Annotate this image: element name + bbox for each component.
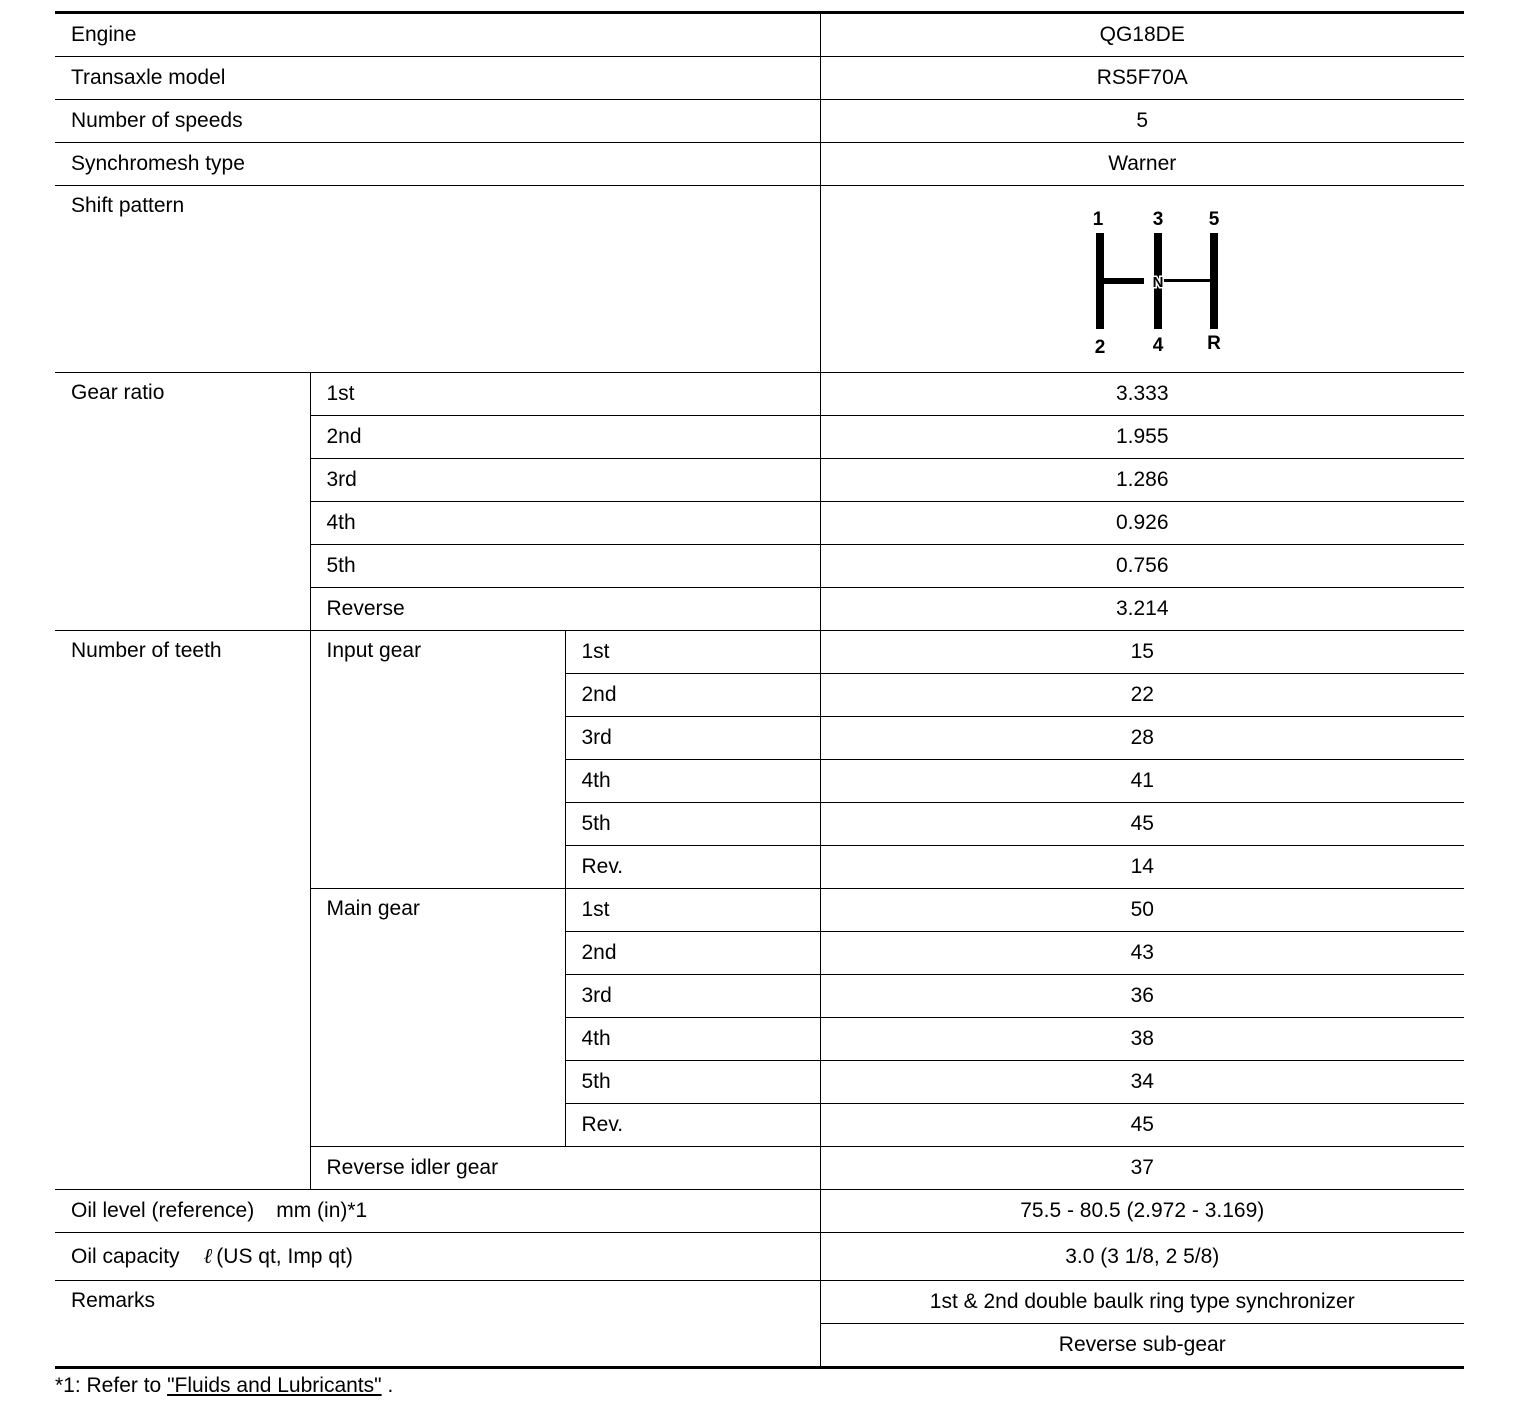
input-gear-teeth: 45: [820, 803, 1464, 846]
row-oil-capacity: [55, 1233, 1464, 1281]
synchro-label: Synchromesh type: [55, 143, 820, 186]
gear-label-4: 4: [1152, 335, 1164, 356]
row-teeth-input-1: [55, 631, 1464, 674]
engine-label: Engine: [55, 13, 820, 57]
input-gear-teeth: 28: [820, 717, 1464, 760]
oil-level-unit: mm (in)*1: [276, 1199, 368, 1223]
remarks-label: Remarks: [55, 1281, 820, 1368]
footnote-prefix: *1: Refer to: [55, 1374, 162, 1397]
gear-label-1: 1: [1092, 209, 1104, 230]
remarks-value: Reverse sub-gear: [820, 1324, 1464, 1368]
input-gear-speed: 1st: [565, 631, 820, 674]
oil-level-label: Oil level (reference): [71, 1199, 255, 1223]
main-gear-teeth: 50: [820, 889, 1464, 932]
main-gear-teeth: 43: [820, 932, 1464, 975]
main-gear-teeth: 36: [820, 975, 1464, 1018]
footnote: [55, 1374, 393, 1398]
input-gear-speed: 2nd: [565, 674, 820, 717]
shift-label: Shift pattern: [55, 186, 820, 373]
gear-ratio-gear: 2nd: [310, 416, 820, 459]
shift-crossbar-right: [1162, 279, 1210, 282]
gear-ratio-label: Gear ratio: [55, 373, 310, 631]
gear-label-5: 5: [1208, 209, 1220, 230]
transaxle-label: Transaxle model: [55, 57, 820, 100]
main-gear-speed: Rev.: [565, 1104, 820, 1147]
input-gear-speed: 4th: [565, 760, 820, 803]
oil-capacity-label: Oil capacity: [71, 1244, 180, 1268]
liter-symbol: ℓ: [203, 1243, 213, 1268]
main-gear-speed: 3rd: [565, 975, 820, 1018]
row-engine: [55, 13, 1464, 57]
oil-capacity-label-cell: [55, 1233, 820, 1281]
gear-ratio-gear: 1st: [310, 373, 820, 416]
fluids-lubricants-link[interactable]: "Fluids and Lubricants": [167, 1374, 382, 1397]
input-gear-teeth: 22: [820, 674, 1464, 717]
gear-label-r: R: [1207, 333, 1222, 354]
reverse-idler-label: Reverse idler gear: [310, 1147, 820, 1190]
transaxle-value: RS5F70A: [820, 57, 1464, 100]
shift-crossbar-left: [1104, 278, 1144, 284]
engine-value: QG18DE: [820, 13, 1464, 57]
footnote-suffix: .: [381, 1374, 394, 1397]
main-gear-teeth: 34: [820, 1061, 1464, 1104]
remarks-value: 1st & 2nd double baulk ring type synchronizer: [820, 1281, 1464, 1324]
row-speeds: [55, 100, 1464, 143]
speeds-label: Number of speeds: [55, 100, 820, 143]
row-oil-level: [55, 1190, 1464, 1233]
gear-label-2: 2: [1094, 337, 1106, 358]
gear-ratio-value: 1.955: [820, 416, 1464, 459]
teeth-label: Number of teeth: [55, 631, 310, 1190]
gear-ratio-gear: 4th: [310, 502, 820, 545]
oil-level-value: 75.5 - 80.5 (2.972 - 3.169): [820, 1190, 1464, 1233]
main-gear-speed: 1st: [565, 889, 820, 932]
gear-ratio-value: 0.756: [820, 545, 1464, 588]
gear-ratio-value: 1.286: [820, 459, 1464, 502]
row-remarks-1: [55, 1281, 1464, 1324]
oil-capacity-value: 3.0 (3 1/8, 2 5/8): [820, 1233, 1464, 1281]
shift-pattern-diagram: [1062, 199, 1222, 359]
neutral-label: N: [1152, 274, 1164, 291]
gear-ratio-gear: 5th: [310, 545, 820, 588]
input-gear-teeth: 41: [820, 760, 1464, 803]
gear-ratio-gear: Reverse: [310, 588, 820, 631]
input-gear-speed: 3rd: [565, 717, 820, 760]
gear-ratio-value: 0.926: [820, 502, 1464, 545]
synchro-value: Warner: [820, 143, 1464, 186]
input-gear-teeth: 15: [820, 631, 1464, 674]
gear-ratio-value: 3.333: [820, 373, 1464, 416]
oil-level-label-cell: [55, 1190, 820, 1233]
row-shift-pattern: [55, 186, 1464, 373]
row-synchro: [55, 143, 1464, 186]
main-gear-speed: 2nd: [565, 932, 820, 975]
main-gear-speed: 4th: [565, 1018, 820, 1061]
spec-table: [55, 11, 1464, 1369]
main-gear-speed: 5th: [565, 1061, 820, 1104]
input-gear-label: Input gear: [310, 631, 565, 889]
gear-label-3: 3: [1152, 209, 1164, 230]
input-gear-speed: 5th: [565, 803, 820, 846]
main-gear-teeth: 38: [820, 1018, 1464, 1061]
shift-gate-right: [1210, 233, 1218, 329]
gear-ratio-gear: 3rd: [310, 459, 820, 502]
speeds-value: 5: [820, 100, 1464, 143]
shift-pattern-cell: [820, 186, 1464, 373]
main-gear-label: Main gear: [310, 889, 565, 1147]
row-gear-ratio-1: [55, 373, 1464, 416]
row-transaxle: [55, 57, 1464, 100]
input-gear-speed: Rev.: [565, 846, 820, 889]
reverse-idler-teeth: 37: [820, 1147, 1464, 1190]
input-gear-teeth: 14: [820, 846, 1464, 889]
shift-gate-left: [1096, 233, 1104, 329]
oil-capacity-unit: (US qt, Imp qt): [216, 1244, 353, 1268]
main-gear-teeth: 45: [820, 1104, 1464, 1147]
gear-ratio-value: 3.214: [820, 588, 1464, 631]
